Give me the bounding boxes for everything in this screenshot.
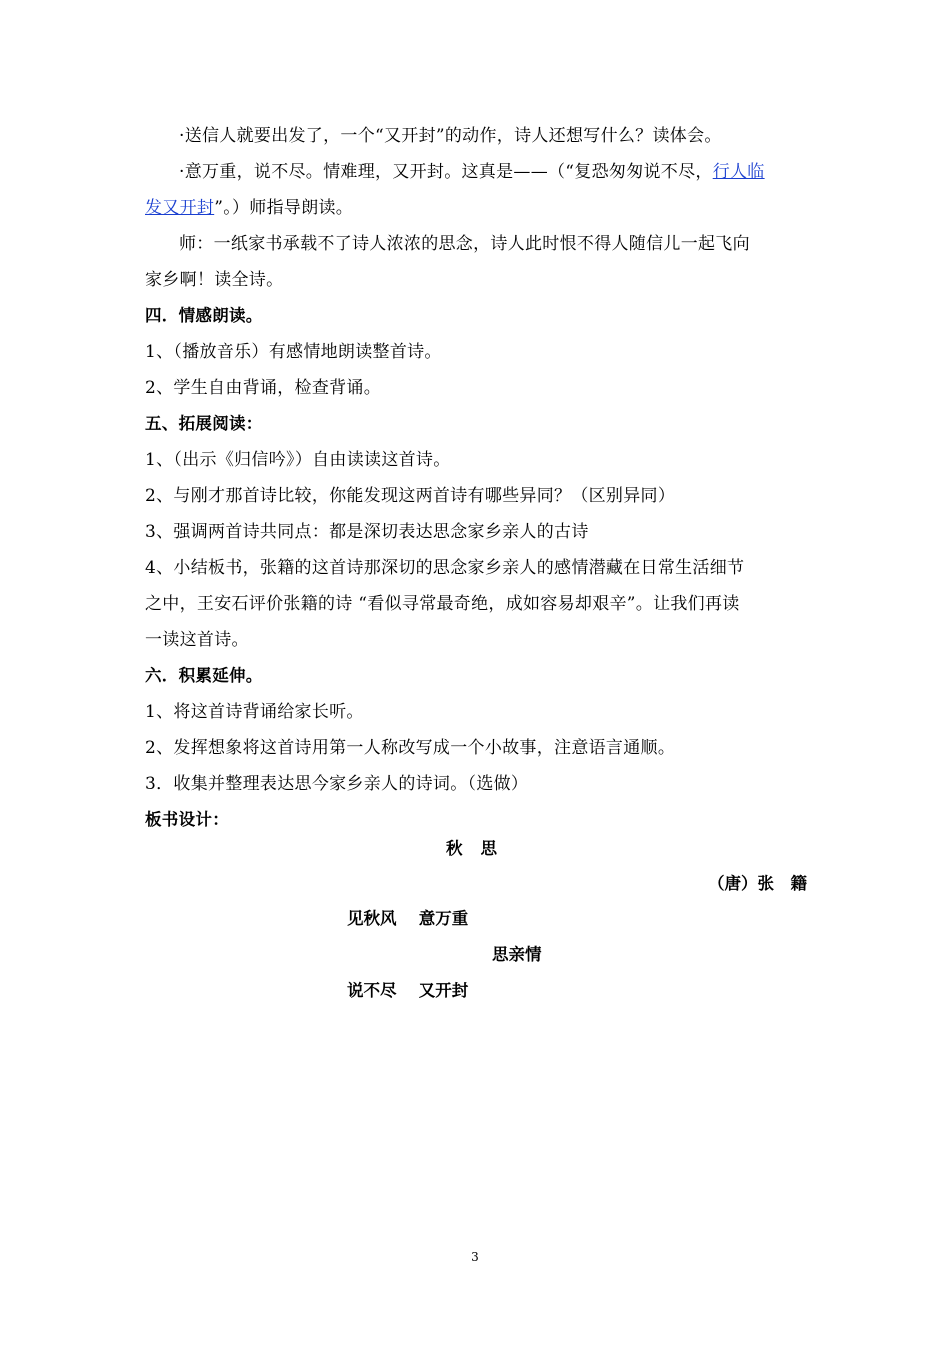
section-heading: 五、拓展阅读： [145,414,263,433]
paragraph-line: ·送信人就要出发了，一个“又开封”的动作，诗人还想写什么？读体会。 [179,126,722,146]
paragraph-text: ”。）师指导朗读。 [214,198,354,218]
list-item: 2、学生自由背诵，检查背诵。 [145,378,382,398]
page-number: 3 [471,1250,479,1264]
board-poem-author: （唐）张 籍 [708,874,807,893]
board-center-theme: 思亲情 [492,945,542,964]
board-poem-title: 秋思 [446,839,515,858]
paragraph-line: 一读这首诗。 [145,630,249,650]
paragraph-line: 家乡啊！读全诗。 [145,270,284,290]
list-item: 3．收集并整理表达思今家乡亲人的诗词。（选做） [145,774,529,794]
list-item: 2、与刚才那首诗比较，你能发现这两首诗有哪些异同？（区别异同） [145,486,676,506]
section-heading: 六．积累延伸。 [145,666,263,685]
paragraph-line [145,154,807,190]
paragraph-line [145,190,807,226]
paragraph-line: 之中，王安石评价张籍的诗 “看似寻常最奇绝，成如容易却艰辛”。让我们再读 [145,594,740,614]
section-heading: 板书设计： [145,810,229,829]
board-row-upper: 见秋风 意万重 [347,909,469,928]
paragraph-text: ·意万重，说不尽。情难理，又开封。这真是——（“复恐匆匆说不尽， [179,162,713,182]
lesson-body [145,118,807,838]
board-row-lower: 说不尽 又开封 [347,981,469,1000]
paragraph-line: 师：一纸家书承载不了诗人浓浓的思念，诗人此时恨不得人随信儿一起飞向 [179,234,750,254]
list-item: 1、将这首诗背诵给家长听。 [145,702,364,722]
list-item: 3、强调两首诗共同点：都是深切表达思念家乡亲人的古诗 [145,522,589,542]
list-item: 2、发挥想象将这首诗用第一人称改写成一个小故事，注意语言通顺。 [145,738,676,758]
list-item: 4、小结板书，张籍的这首诗那深切的思念家乡亲人的感情潜藏在日常生活细节 [145,558,745,578]
list-item: 1、（播放音乐）有感情地朗读整首诗。 [145,342,442,362]
section-heading: 四．情感朗读。 [145,306,263,325]
hyperlink-text[interactable]: 发又开封 [145,198,215,218]
list-item: 1、（出示《归信吟》）自由读读这首诗。 [145,450,451,470]
hyperlink-text[interactable]: 行人临 [712,162,765,182]
